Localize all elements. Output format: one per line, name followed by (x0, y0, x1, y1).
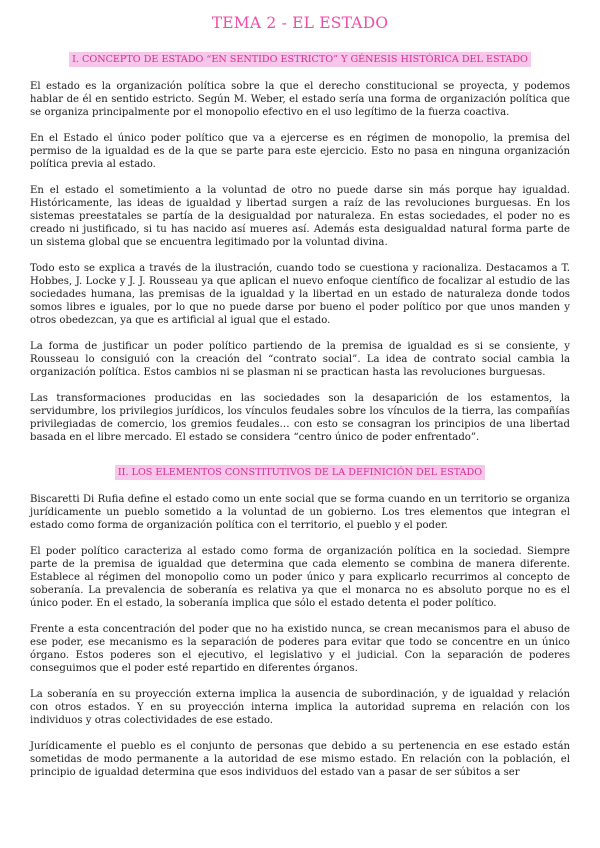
paragraph: La soberanía en su proyección externa implica la ausencia de subordinación, y de igualdad y relación con otros estados. Y en su proyección interna implica la autoridad suprema en relación con los individuos y otras colectividades de ese estado. (30, 689, 570, 726)
paragraph: El estado es la organización política sobre la que el derecho constitucional se proyecta, y podemos hablar de él en sentido estricto. Según M. Weber, el estado sería una forma de organización política que se organiza principalmente por el monopolio efectivo en el uso legítimo de la fuerza coactiva. (30, 81, 570, 118)
paragraph: Todo esto se explica a través de la ilustración, cuando todo se cuestiona y racionaliza. Destacamos a T. Hobbes, J. Locke y J. J. Rousseau ya que aplican el nuevo enfoque científico de focalizar al estudio de las sociedades humana, las premisas de la igualdad y la libertad en un estado de naturaleza donde todos somos libres e iguales, por lo que no puede darse por bueno el poder político por que unos manden y otros obedezcan, ya que es artificial al igual que el estado. (30, 263, 570, 326)
paragraph: Jurídicamente el pueblo es el conjunto de personas que debido a su pertenencia en ese estado están sometidas de modo permanente a la autoridad de ese mismo estado. En relación con la población, el principio de igualdad determina que esos individuos del estado van a pasar de ser súbitos a ser (30, 741, 570, 778)
paragraph: Frente a esta concentración del poder que no ha existido nunca, se crean mecanismos para el abuso de ese poder, ese mecanismo es la separación de poderes para evitar que todo se concentre en un único órgano. Estos poderes son el ejecutivo, el legislativo y el judicial. Con la separación de poderes conseguimos que el poder esté repartido en diferentes órganos. (30, 624, 570, 674)
section-1 (30, 47, 570, 67)
paragraph: En el estado el sometimiento a la voluntad de otro no puede darse sin más porque hay igualdad. Históricamente, las ideas de igualdad y libertad surgen a raíz de las revoluciones burguesas. En los sistemas preestatales se partía de la desigualdad por naturaleza. En estas sociedades, el poder no es creado ni justificado, si tu has nacido así mueres así. Además esta desigualdad natural forma parte de un sistema global que se encuentra legitimado por la voluntad divina. (30, 185, 570, 248)
paragraph: En el Estado el único poder político que va a ejercerse es en régimen de monopolio, la premisa del permiso de la igualdad es de la que se parte para este ejercicio. Esto no pasa en ninguna organización política previa al estado. (30, 133, 570, 170)
page-title: TEMA 2 - EL ESTADO (211, 14, 389, 32)
section-1-heading: I. CONCEPTO DE ESTADO “EN SENTIDO ESTRICTO” Y GÉNESIS HISTÓRICA DEL ESTADO (69, 52, 531, 67)
section-2 (30, 460, 570, 480)
paragraph: El poder político caracteriza al estado como forma de organización política en la sociedad. Siempre parte de la premisa de igualdad que determina que cada elemento se combina de manera diferente. Establece al régimen del monopolio como un poder único y para explicarlo recurrimos al concepto de soberanía. La prevalencia de soberanía es relativa ya que el monarca no es absoluto porque no es el único poder. En el estado, la soberanía implica que sólo el estado detenta el poder político. (30, 546, 570, 609)
paragraph: La forma de justificar un poder político partiendo de la premisa de igualdad es si se consiente, y Rousseau lo consiguió con la creación del “contrato social”. La idea de contrato social cambia la organización política. Estos cambios ni se plasman ni se practican hasta las revoluciones burguesas. (30, 341, 570, 378)
section-2-heading: II. LOS ELEMENTOS CONSTITUTIVOS DE LA DEFINICIÓN DEL ESTADO (115, 465, 485, 480)
paragraph: Biscaretti Di Rufia define el estado como un ente social que se forma cuando en un territorio se organiza jurídicamente un pueblo sometido a la voluntad de un gobierno. Los tres elementos que integran el estado como forma de organización política con el territorio, el pueblo y el poder. (30, 494, 570, 531)
paragraph: Las transformaciones producidas en las sociedades son la desaparición de los estamentos, la servidumbre, los privilegios jurídicos, los vínculos feudales sobre los vínculos de la tierra, las compañías privilegiadas de comercio, los gremios feudales… con esto se consagran los principios de una libertad basada en el libre mercado. El estado se considera “centro único de poder enfrentado”. (30, 393, 570, 443)
